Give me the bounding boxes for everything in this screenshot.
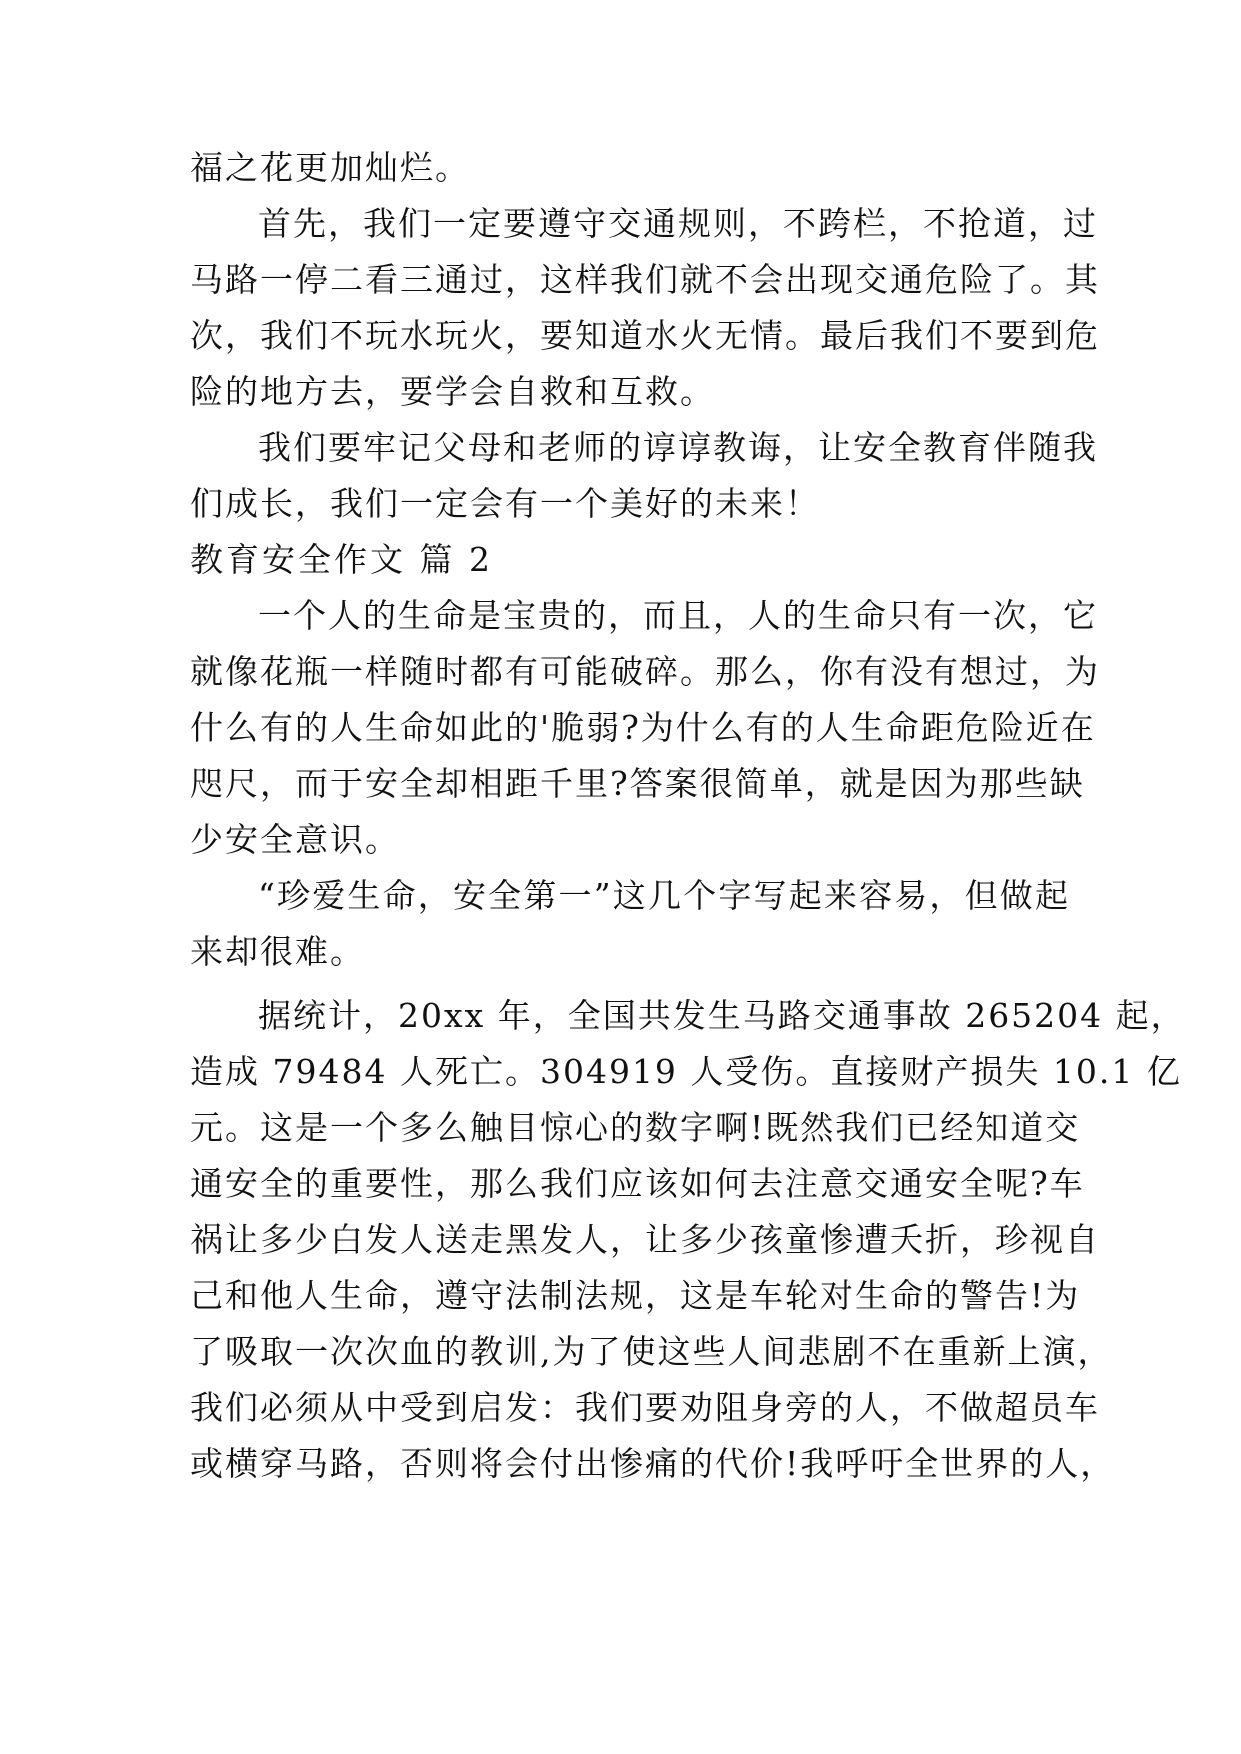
paragraph-line: 就像花瓶一样随时都有可能破碎。那么，你有没有想过，为 <box>190 652 1100 691</box>
paragraph-line: 了吸取一次次血的教训,为了使这些人间悲剧不在重新上演， <box>190 1332 1113 1371</box>
paragraph-line: 马路一停二看三通过，这样我们就不会出现交通危险了。其 <box>190 260 1100 299</box>
paragraph-line: 我们必须从中受到启发：我们要劝阻身旁的人，不做超员车 <box>190 1388 1100 1427</box>
paragraph-line: 造成 79484 人死亡。304919 人受伤。直接财产损失 10.1 亿 <box>190 1052 1182 1091</box>
paragraph-line: 一个人的生命是宝贵的，而且，人的生命只有一次，它 <box>258 596 1098 635</box>
paragraph-line: 或横穿马路，否则将会付出惨痛的代价!我呼吁全世界的人， <box>190 1444 1116 1483</box>
paragraph-line: 们成长，我们一定会有一个美好的未来！ <box>190 484 820 523</box>
paragraph-line: “珍爱生命，安全第一”这几个字写起来容易，但做起 <box>258 876 1070 915</box>
paragraph-line: 什么有的人生命如此的'脆弱?为什么有的人生命距危险近在 <box>190 708 1096 747</box>
paragraph-line: 元。这是一个多么触目惊心的数字啊!既然我们已经知道交 <box>190 1108 1081 1147</box>
continuation-line: 福之花更加灿烂。 <box>190 148 470 187</box>
paragraph-line: 我们要牢记父母和老师的谆谆教诲，让安全教育伴随我 <box>258 428 1098 467</box>
paragraph-line: 首先，我们一定要遵守交通规则，不跨栏，不抢道，过 <box>258 204 1098 243</box>
paragraph-line: 祸让多少白发人送走黑发人，让多少孩童惨遭夭折，珍视自 <box>190 1220 1100 1259</box>
paragraph-line: 险的地方去，要学会自救和互救。 <box>190 372 715 411</box>
paragraph-line: 己和他人生命，遵守法制法规，这是车轮对生命的警告!为 <box>190 1276 1081 1315</box>
paragraph-line: 咫尺，而于安全却相距千里?答案很简单，就是因为那些缺 <box>190 764 1085 803</box>
paragraph-line: 少安全意识。 <box>190 820 400 859</box>
paragraph-line: 次，我们不玩水玩火，要知道水火无情。最后我们不要到危 <box>190 316 1100 355</box>
section-heading: 教育安全作文 篇 2 <box>190 540 493 579</box>
paragraph-line: 来却很难。 <box>190 932 365 971</box>
paragraph-line: 据统计，20xx 年，全国共发生马路交通事故 265204 起， <box>258 996 1186 1035</box>
paragraph-line: 通安全的重要性，那么我们应该如何去注意交通安全呢?车 <box>190 1164 1085 1203</box>
